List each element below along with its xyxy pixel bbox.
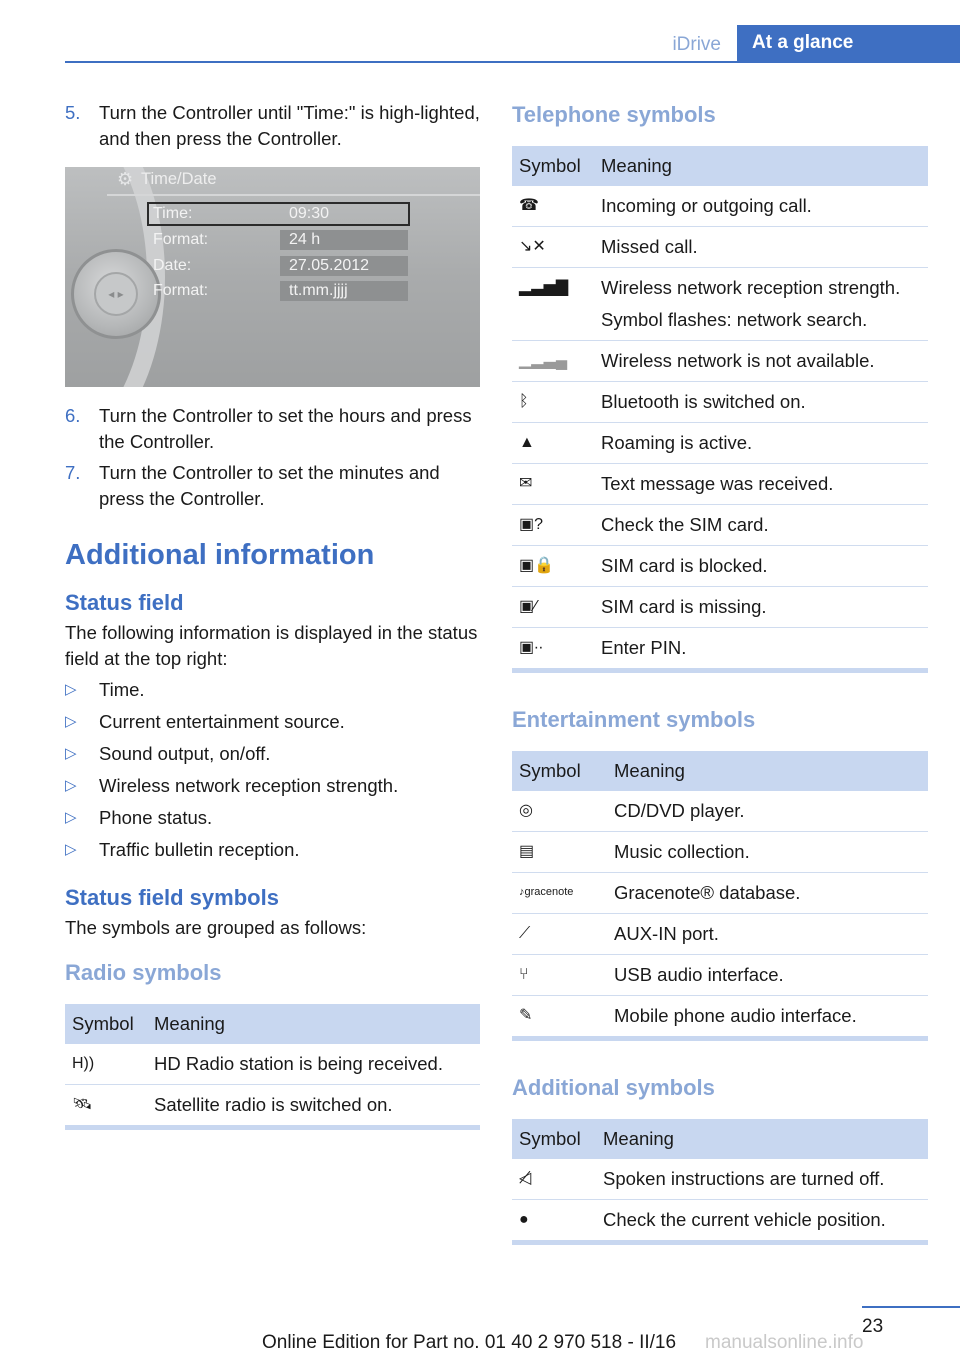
list-item-text: Current entertainment source. <box>99 711 345 732</box>
right-column <box>512 100 928 1279</box>
entertainment-symbols-heading: Entertainment symbols <box>512 707 756 732</box>
status-field-heading: Status field <box>65 590 184 615</box>
controller-arrows-icon: ◂ ▸ <box>94 272 138 316</box>
disc-icon: ◎ <box>512 791 607 832</box>
bullet-triangle-icon: ▷ <box>65 841 77 858</box>
status-field-list <box>65 677 480 863</box>
symbols-heading: Status field symbols <box>65 884 279 910</box>
table-row <box>512 914 928 955</box>
table-row <box>65 1044 480 1085</box>
table-header-row <box>512 146 928 186</box>
col-meaning: Meaning <box>607 751 928 791</box>
row-meaning: Text message was received. <box>594 464 928 505</box>
row-label: Time: <box>153 205 193 222</box>
list-item-text: Traffic bulletin reception. <box>99 839 300 860</box>
list-item-text: Wireless network reception strength. <box>99 775 399 796</box>
time-date-screenshot <box>65 167 480 387</box>
screen-title-rule <box>107 194 480 196</box>
header-tab: At a glance <box>737 25 960 61</box>
row-meaning: CD/DVD player. <box>607 791 928 832</box>
left-column <box>65 100 480 1164</box>
row-meaning: Music collection. <box>607 832 928 873</box>
row-meaning: SIM card is missing. <box>594 587 928 628</box>
step-text: Turn the Controller to set the hours and press the Controller. <box>99 405 472 452</box>
sim-check-icon: ▣? <box>512 505 594 546</box>
col-meaning: Meaning <box>596 1119 928 1159</box>
row-meaning-line: Wireless network reception strength. <box>601 277 901 298</box>
section-heading: Additional information <box>65 539 375 571</box>
list-item <box>65 741 480 767</box>
table-footer-bar <box>512 1036 928 1041</box>
list-item-text: Sound output, on/off. <box>99 743 271 764</box>
row-meaning: Bluetooth is switched on. <box>594 382 928 423</box>
row-meaning: Missed call. <box>594 227 928 268</box>
row-meaning: Incoming or outgoing call. <box>594 186 928 227</box>
list-item <box>65 837 480 863</box>
bullet-triangle-icon: ▷ <box>65 745 77 762</box>
vehicle-position-icon: ● <box>519 1211 529 1228</box>
row-meaning-note: Symbol flashes: network search. <box>601 309 868 330</box>
voice-off-icon: ◁̸ <box>512 1159 596 1200</box>
radio-symbols-heading: Radio symbols <box>65 960 222 985</box>
table-row <box>65 1085 480 1126</box>
row-meaning: HD Radio station is being received. <box>147 1044 480 1085</box>
row-meaning: Gracenote® database. <box>607 873 928 914</box>
header-section: iDrive <box>672 34 721 55</box>
table-row <box>512 587 928 628</box>
phone-handset-icon: ☎ <box>512 186 594 227</box>
bluetooth-icon: ᛒ <box>512 382 594 423</box>
status-field-intro: The following information is displayed in the status field at the top right: <box>65 622 478 669</box>
table-row <box>512 268 928 341</box>
bullet-triangle-icon: ▷ <box>65 713 77 730</box>
screen-row-format <box>153 230 413 250</box>
row-meaning: Mobile phone audio interface. <box>614 1005 857 1026</box>
table-header-row <box>65 1004 480 1044</box>
row-value: 27.05.2012 <box>280 256 408 276</box>
row-label: Format: <box>153 231 209 248</box>
page-number: 23 <box>862 1316 884 1337</box>
table-footer-bar <box>512 668 928 673</box>
symbols-intro: The symbols are grouped as follows: <box>65 916 367 938</box>
table-footer-bar <box>65 1125 480 1130</box>
controller-knob-graphic <box>71 249 161 339</box>
col-symbol: Symbol <box>65 1004 147 1044</box>
row-value: 09:30 <box>289 205 330 222</box>
additional-symbols-table <box>512 1119 928 1245</box>
step-number: 5. <box>65 102 81 123</box>
list-item-text: Phone status. <box>99 807 213 828</box>
table-header-row <box>512 751 928 791</box>
gracenote-icon: ♪gracenote <box>512 873 607 914</box>
list-item-text: Time. <box>99 679 145 700</box>
bullet-triangle-icon: ▷ <box>65 809 77 826</box>
col-symbol: Symbol <box>512 146 594 186</box>
row-meaning: Spoken instructions are turned off. <box>596 1159 928 1200</box>
table-row <box>512 423 928 464</box>
settings-gear-icon: ⚙ <box>117 169 134 189</box>
envelope-icon: ✉ <box>512 464 594 505</box>
row-meaning: USB audio interface. <box>607 955 928 996</box>
row-value: tt.mm.jjjj <box>280 281 408 301</box>
table-footer-bar <box>512 1240 928 1245</box>
signal-strength-icon: ▂▃▅▇ <box>512 268 594 341</box>
row-meaning: Wireless network is not available. <box>594 341 928 382</box>
telephone-symbols-heading: Telephone symbols <box>512 102 716 127</box>
step-5 <box>65 100 480 151</box>
list-item <box>65 677 480 703</box>
table-row <box>512 628 928 669</box>
additional-symbols-heading: Additional symbols <box>512 1075 715 1100</box>
table-row <box>512 873 928 914</box>
hd-radio-icon: H)) <box>65 1044 147 1085</box>
list-item <box>65 773 480 799</box>
no-signal-icon: ▁▂▃▄ <box>512 341 594 382</box>
table-row <box>512 791 928 832</box>
step-number: 6. <box>65 405 81 426</box>
sim-locked-icon: ▣🔒 <box>512 546 594 587</box>
watermark: manualsonline.info <box>705 1332 864 1353</box>
row-meaning: SIM card is blocked. <box>594 546 928 587</box>
table-row <box>512 996 928 1037</box>
row-label: Format: <box>153 282 209 299</box>
edition-text: Online Edition for Part no. 01 40 2 970 518 - II/16 <box>262 1332 677 1353</box>
list-item <box>65 709 480 735</box>
table-row <box>512 382 928 423</box>
table-row <box>512 505 928 546</box>
screen-row-date <box>153 256 413 276</box>
col-meaning: Meaning <box>594 146 928 186</box>
table-row <box>512 341 928 382</box>
row-meaning: Check the SIM card. <box>594 505 928 546</box>
step-7 <box>65 460 480 511</box>
satellite-icon: 🛰 <box>72 1096 93 1113</box>
radio-symbols-table <box>65 1004 480 1130</box>
entertainment-symbols-table <box>512 751 928 1041</box>
step-text: Turn the Controller to set the minutes and press the Controller. <box>99 462 440 509</box>
pin-icon: ▣∙∙ <box>519 639 544 656</box>
row-meaning: AUX-IN port. <box>607 914 928 955</box>
bullet-triangle-icon: ▷ <box>65 777 77 794</box>
table-header-row <box>512 1119 928 1159</box>
row-value: 24 h <box>280 230 408 250</box>
col-symbol: Symbol <box>512 1119 596 1159</box>
usb-icon: ⑂ <box>512 955 607 996</box>
header-rule <box>65 61 960 63</box>
missed-call-icon: ↘✕ <box>512 227 594 268</box>
col-meaning: Meaning <box>147 1004 480 1044</box>
row-meaning: Check the current vehicle position. <box>603 1209 886 1230</box>
row-meaning <box>594 268 928 341</box>
table-row <box>512 1200 928 1241</box>
telephone-symbols-table <box>512 146 928 673</box>
music-collection-icon: ▤ <box>512 832 607 873</box>
roaming-icon: ▲ <box>512 423 594 464</box>
step-6 <box>65 403 480 454</box>
row-meaning: Enter PIN. <box>601 637 687 658</box>
bullet-triangle-icon: ▷ <box>65 681 77 698</box>
table-row <box>512 227 928 268</box>
sim-missing-icon: ▣⁄ <box>512 587 594 628</box>
table-row <box>512 955 928 996</box>
table-row <box>512 546 928 587</box>
aux-in-icon: ⟋ <box>512 914 607 955</box>
row-meaning: Roaming is active. <box>594 423 928 464</box>
col-symbol: Symbol <box>512 751 607 791</box>
mobile-audio-icon: ✎ <box>519 1007 533 1024</box>
list-item <box>65 805 480 831</box>
screen-row-time <box>153 204 413 224</box>
table-row <box>512 464 928 505</box>
row-label: Date: <box>153 257 192 274</box>
table-row <box>512 1159 928 1200</box>
step-text: Turn the Controller until "Time:" is high‐lighted, and then press the Controller. <box>99 102 480 149</box>
screen-row-date-format <box>153 281 413 301</box>
table-row <box>512 186 928 227</box>
footer-rule <box>862 1306 960 1308</box>
row-meaning: Satellite radio is switched on. <box>154 1094 393 1115</box>
step-number: 7. <box>65 462 81 483</box>
screen-title: Time/Date <box>141 170 217 188</box>
table-row <box>512 832 928 873</box>
